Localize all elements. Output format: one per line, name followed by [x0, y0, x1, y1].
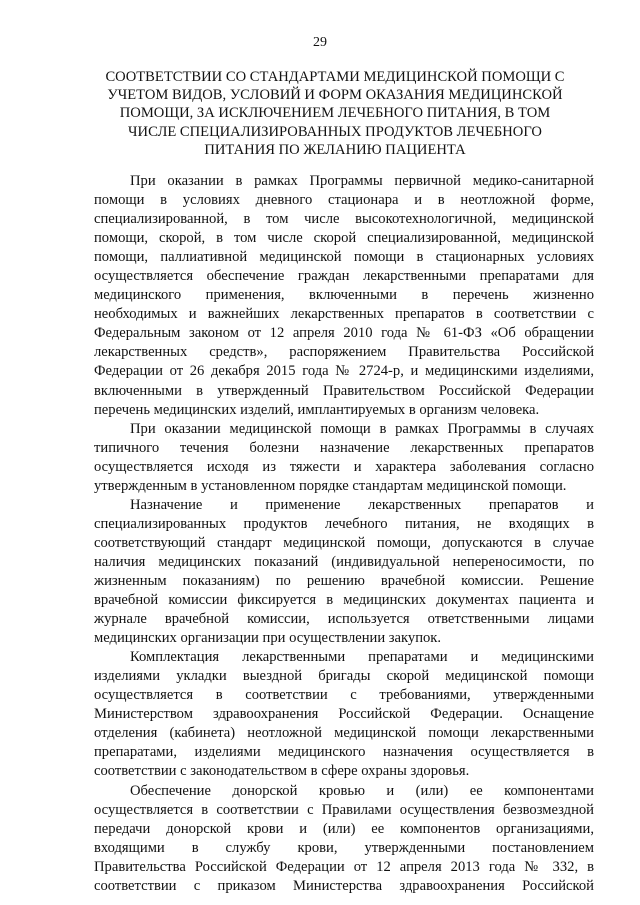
body-line: осуществляется исходя из тяжести и характера заболевания согласно: [94, 458, 594, 475]
body-line: соответствии с законодательством в сфере охраны здоровья.: [94, 763, 470, 780]
body-line: Комплектация лекарственными препаратами и медицинскими: [130, 649, 594, 666]
body-line: специализированной, в том числе высокотехнологичной, медицинской: [94, 211, 594, 228]
body-line: жизненным показаниям) по решению врачебной комиссии. Решение: [94, 572, 594, 589]
section-heading: [96, 68, 574, 159]
body-line: медицинских организации при осуществлении закупок.: [94, 630, 442, 647]
body-line: передачи донорской крови и (или) ее компонентов организациями,: [94, 820, 594, 837]
heading-line: ПОМОЩИ, ЗА ИСКЛЮЧЕНИЕМ ЛЕЧЕБНОГО ПИТАНИЯ, В ТОМ: [119, 105, 551, 122]
body-line: включенными в утвержденный Правительством Российской Федерации: [94, 382, 594, 399]
body-line: Федерации от 26 декабря 2015 года № 2724-р, и медицинскими изделиями,: [94, 363, 594, 380]
heading-line: ПИТАНИЯ ПО ЖЕЛАНИЮ ПАЦИЕНТА: [204, 141, 466, 158]
body-line: медицинского применения, включенными в перечень жизненно: [94, 287, 594, 304]
body-line: соответствующий стандарт медицинской помощи, допускаются в случае: [94, 534, 594, 551]
body-line: Федеральным законом от 12 апреля 2010 года № 61-ФЗ «Об обращении: [94, 325, 594, 342]
body-line: наличия медицинских показаний (индивидуальной непереносимости, по: [94, 553, 594, 570]
body-line: осуществляется в соответствии с Правилами осуществления безвозмездной: [94, 801, 594, 818]
body-line: препаратами, изделиями медицинского назначения осуществляется в: [94, 744, 594, 761]
body-line: специализированных продуктов лечебного питания, не входящих в: [94, 515, 594, 532]
body-line: Правительства Российской Федерации от 12 апреля 2013 года № 332, в: [94, 858, 594, 875]
body-line: Обеспечение донорской кровью и (или) ее компонентами: [130, 782, 594, 799]
body-line: лекарственных средств», распоряжением Правительства Российской: [94, 344, 594, 361]
body-line: соответствии с приказом Министерства здравоохранения Российской: [94, 877, 594, 894]
body-line: врачебной комиссии фиксируется в медицинских документах пациента и: [94, 592, 594, 609]
heading-line: СООТВЕТСТВИИ СО СТАНДАРТАМИ МЕДИЦИНСКОЙ ПОМОЩИ С: [105, 69, 565, 85]
page-number: 29: [313, 35, 327, 50]
body-line: типичного течения болезни назначение лекарственных препаратов: [94, 439, 594, 456]
body-line: осуществляется в соответствии с требованиями, утвержденными: [94, 687, 594, 704]
body-line: помощи, скорой, в том числе скорой специализированной, медицинской: [94, 230, 594, 247]
body-text: [94, 172, 594, 896]
heading-line: УЧЕТОМ ВИДОВ, УСЛОВИЙ И ФОРМ ОКАЗАНИЯ МЕДИЦИНСКОЙ: [107, 87, 563, 104]
body-line: осуществляется обеспечение граждан лекарственными препаратами для: [94, 268, 594, 285]
body-line: Министерством здравоохранения Российской Федерации. Оснащение: [94, 706, 594, 723]
body-line: При оказании медицинской помощи в рамках Программы в случаях: [130, 420, 594, 437]
body-line: утвержденным в установленном порядке стандартам медицинской помощи.: [94, 477, 567, 494]
body-line: отделения (кабинета) неотложной медицинской помощи лекарственными: [94, 725, 594, 742]
body-line: журнале врачебной комиссии, используется ответственными лицами: [94, 611, 594, 628]
body-line: перечень медицинских изделий, имплантируемых в организм человека.: [94, 401, 540, 418]
body-line: помощи, паллиативной медицинской помощи в стационарных условиях: [94, 249, 594, 266]
body-line: помощи в условиях дневного стационара и в неотложной форме,: [94, 192, 594, 209]
body-line: изделиями укладки выездной бригады скорой медицинской помощи: [94, 668, 594, 685]
heading-line: ЧИСЛЕ СПЕЦИАЛИЗИРОВАННЫХ ПРОДУКТОВ ЛЕЧЕБНОГО: [128, 123, 542, 140]
body-line: входящими в службу крови, утвержденными постановлением: [94, 839, 594, 856]
body-line: При оказании в рамках Программы первичной медико-санитарной: [130, 173, 594, 189]
body-line: Назначение и применение лекарственных препаратов и: [130, 496, 594, 513]
body-line: необходимых и важнейших лекарственных препаратов в соответствии с: [94, 306, 594, 323]
